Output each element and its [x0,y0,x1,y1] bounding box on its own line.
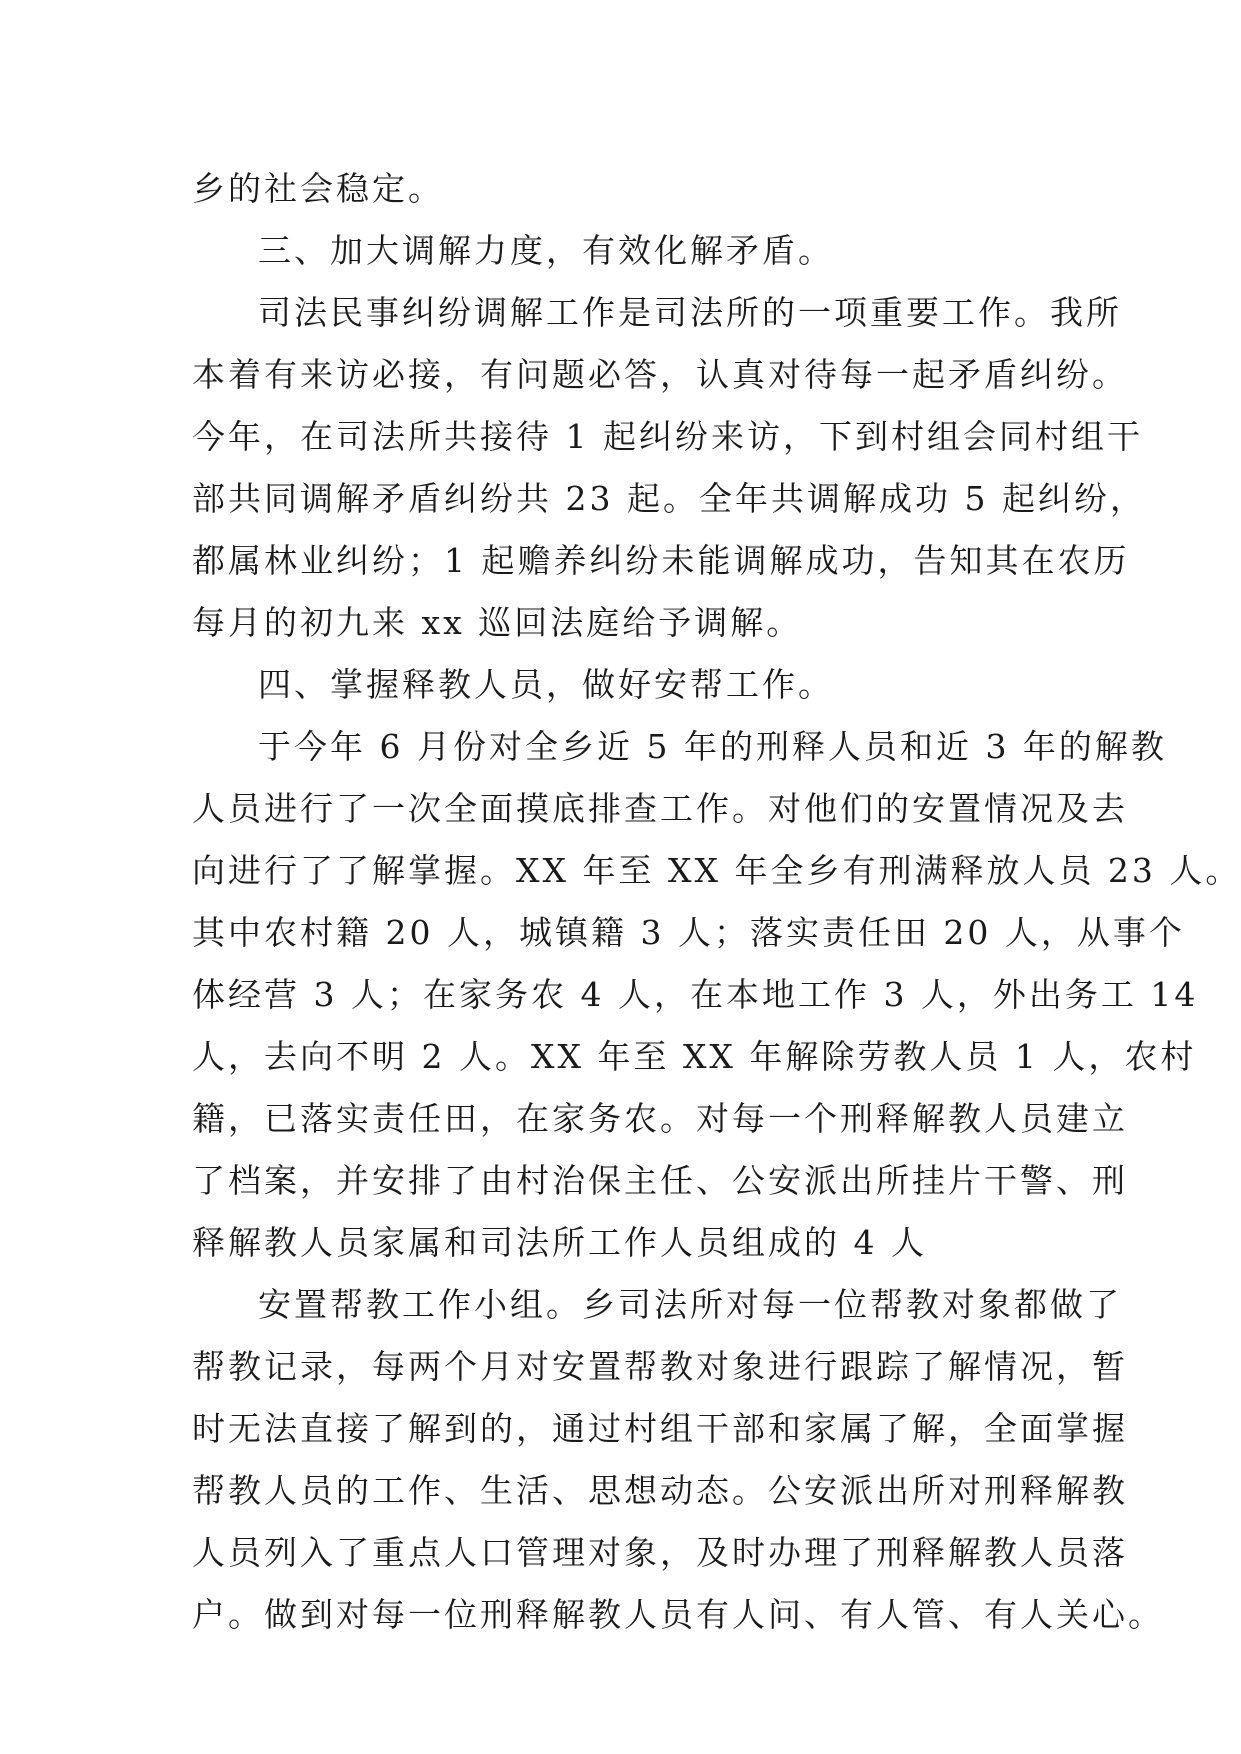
text-line: 安置帮教工作小组。乡司法所对每一位帮教对象都做了 [258,1285,1122,1324]
document-body [192,158,1241,1646]
text-line: 乡的社会稳定。 [192,169,444,208]
text-line: 每月的初九来 xx 巡回法庭给予调解。 [192,603,803,642]
text-line: 今年，在司法所共接待 1 起纠纷来访，下到村组会同村组干 [192,417,1143,456]
text-line: 都属林业纠纷；1 起赡养纠纷未能调解成功，告知其在农历 [192,541,1130,580]
text-line: 四、掌握释教人员，做好安帮工作。 [258,665,834,704]
text-line: 帮教记录，每两个月对安置帮教对象进行跟踪了解情况，暂 [192,1347,1128,1386]
text-line: 释解教人员家属和司法所工作人员组成的 4 人 [192,1223,927,1262]
text-line: 司法民事纠纷调解工作是司法所的一项重要工作。我所 [258,293,1122,332]
text-line: 体经营 3 人；在家务农 4 人，在本地工作 3 人，外出务工 14 [192,975,1199,1014]
text-line: 人员进行了一次全面摸底排查工作。对他们的安置情况及去 [192,789,1128,828]
text-line: 向进行了了解掌握。XX 年至 XX 年全乡有刑满释放人员 23 人。 [192,851,1241,890]
text-line: 于今年 6 月份对全乡近 5 年的刑释人员和近 3 年的解教 [258,727,1167,766]
text-line: 人员列入了重点人口管理对象，及时办理了刑释解教人员落 [192,1533,1128,1572]
text-line: 帮教人员的工作、生活、思想动态。公安派出所对刑释解教 [192,1471,1128,1510]
text-line: 时无法直接了解到的，通过村组干部和家属了解，全面掌握 [192,1409,1128,1448]
text-line: 了档案，并安排了由村治保主任、公安派出所挂片干警、刑 [192,1161,1128,1200]
text-line: 本着有来访必接，有问题必答，认真对待每一起矛盾纠纷。 [192,355,1128,394]
text-line: 三、加大调解力度，有效化解矛盾。 [258,231,834,270]
text-line: 人，去向不明 2 人。XX 年至 XX 年解除劳教人员 1 人，农村 [192,1037,1197,1076]
text-line: 籍，已落实责任田，在家务农。对每一个刑释解教人员建立 [192,1099,1128,1138]
text-line: 户。做到对每一位刑释解教人员有人问、有人管、有人关心。 [192,1595,1164,1634]
text-line: 部共同调解矛盾纠纷共 23 起。全年共调解成功 5 起纠纷， [192,479,1146,518]
text-line: 其中农村籍 20 人，城镇籍 3 人；落实责任田 20 人，从事个 [192,913,1185,952]
